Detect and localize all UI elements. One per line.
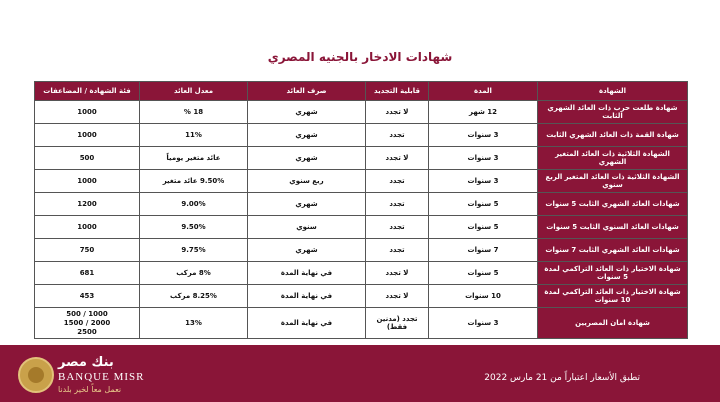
cell-denomination: 1000 [35,216,140,239]
cell-payout: شهري [248,101,366,124]
cell-rate: عائد متغير يومياً [140,147,248,170]
cell-renewal: تجدد [366,170,429,193]
cell-denomination: 1000 [35,170,140,193]
cell-payout: في نهاية المدة [248,285,366,308]
table-row [35,285,688,308]
cell-certificate: شهادات العائد الشهري الثابت 7 سنوات [538,239,688,262]
cell-duration: 5 سنوات [429,262,538,285]
header-denomination: فئة الشهادة / المضاعفات [35,82,140,101]
cell-certificate: شهادة طلعت حرب ذات العائد الشهري الثابت [538,101,688,124]
page-title: شهادات الادخار بالجنيه المصري [267,50,453,64]
cell-renewal: تجدد [366,239,429,262]
cell-renewal: لا تجدد [366,147,429,170]
seal-icon [18,357,54,393]
banque-misr-logo [18,353,173,397]
header-duration: المدة [429,82,538,101]
cell-rate: 9.50% [140,216,248,239]
cell-payout: شهري [248,239,366,262]
cell-certificate: الشهادة الثلاثية ذات العائد المتغير الشهري [538,147,688,170]
table-row [35,193,688,216]
cell-rate: 9.00% [140,193,248,216]
cell-denomination: 750 [35,239,140,262]
cell-renewal: لا تجدد [366,285,429,308]
cell-payout: شهري [248,193,366,216]
cell-rate: 8% مركب [140,262,248,285]
cell-rate: 11% [140,124,248,147]
cell-denomination: 453 [35,285,140,308]
cell-rate: 9.75% [140,239,248,262]
cell-certificate: شهادة امان المصريين [538,308,688,339]
table-row [35,216,688,239]
table-row [35,239,688,262]
cell-duration: 5 سنوات [429,216,538,239]
cell-denomination: 500 [35,147,140,170]
cell-payout: شهري [248,124,366,147]
table-row [35,147,688,170]
cell-certificate: الشهادة الثلاثية ذات العائد المتغير الربع سنوي [538,170,688,193]
header-certificate: الشهادة [538,82,688,101]
footer-bar [0,345,720,402]
cell-duration: 3 سنوات [429,170,538,193]
cell-payout: في نهاية المدة [248,262,366,285]
cell-denomination: 1200 [35,193,140,216]
table-row [35,262,688,285]
cell-rate: 18 % [140,101,248,124]
cell-duration: 5 سنوات [429,193,538,216]
cell-renewal: تجدد [366,193,429,216]
cell-duration: 12 شهر [429,101,538,124]
cell-duration: 7 سنوات [429,239,538,262]
cell-denomination: 1000 / 500 2000 / 1500 2500 [35,308,140,339]
cell-duration: 3 سنوات [429,308,538,339]
cell-denomination: 1000 [35,101,140,124]
table-row [35,124,688,147]
cell-renewal: تجدد [366,124,429,147]
cell-duration: 3 سنوات [429,147,538,170]
certificates-table [34,81,688,339]
cell-rate: 9.50% عائد متغير [140,170,248,193]
table-header-row [35,82,688,101]
cell-payout: ربع سنوي [248,170,366,193]
logo-slogan: نعمل معاً لخير بلدنا [58,385,122,394]
cell-duration: 3 سنوات [429,124,538,147]
cell-renewal: لا تجدد [366,101,429,124]
header-renewal: قابلية التجديد [366,82,429,101]
cell-renewal: تجدد [366,216,429,239]
cell-renewal: لا تجدد [366,262,429,285]
logo-english-text: BANQUE MISR [58,371,145,383]
cell-certificate: شهادات العائد الشهري الثابت 5 سنوات [538,193,688,216]
cell-certificate: شهادة الاختيار ذات العائد التراكمي لمدة 5 سنوات [538,262,688,285]
cell-denomination: 681 [35,262,140,285]
cell-certificate: شهادة القمة ذات العائد الشهري الثابت [538,124,688,147]
header-rate: معدل العائد [140,82,248,101]
cell-payout: سنوي [248,216,366,239]
cell-certificate: شهادات العائد السنوي الثابت 5 سنوات [538,216,688,239]
header-payout: صرف العائد [248,82,366,101]
cell-rate: 13% [140,308,248,339]
cell-payout: في نهاية المدة [248,308,366,339]
table-row [35,170,688,193]
table-row [35,308,688,339]
effective-date-note: تطبق الأسعار اعتباراً من 21 مارس 2022 [484,373,640,383]
logo-arabic-text: بنك مصر [58,355,114,370]
cell-certificate: شهادة الاختيار ذات العائد التراكمي لمدة 10 سنوات [538,285,688,308]
cell-payout: شهري [248,147,366,170]
cell-renewal: تجدد (مدنين فقط) [366,308,429,339]
cell-duration: 10 سنوات [429,285,538,308]
table-row [35,101,688,124]
cell-rate: 8.25% مركب [140,285,248,308]
cell-denomination: 1000 [35,124,140,147]
